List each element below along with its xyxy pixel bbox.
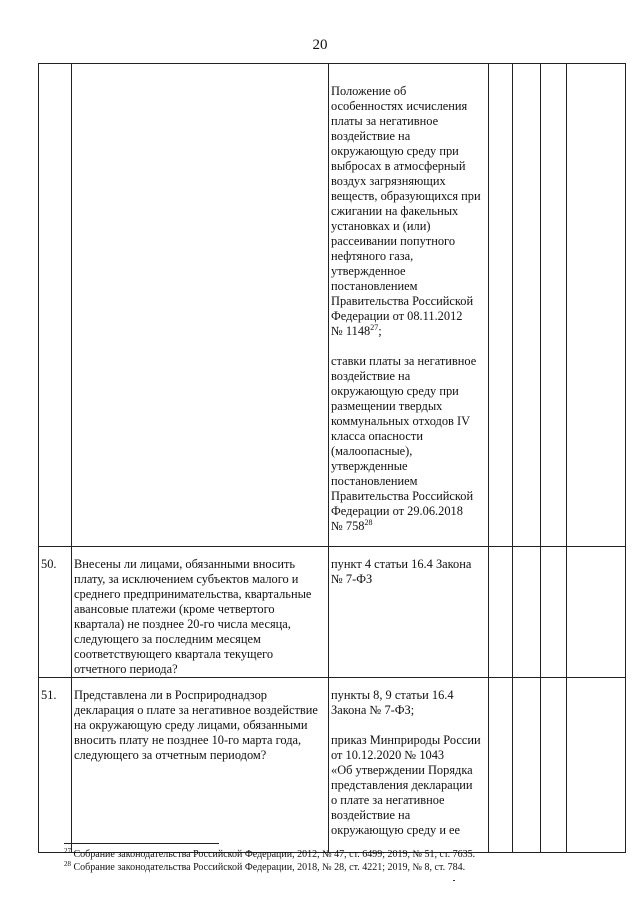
reference-text: приказ Минприроды России от 10.12.2020 № 1043 «Об утверждении Порядка представления декларации о плате за негативное воздействие на окружающую среду и ее	[331, 733, 481, 837]
reference-body: Положение об особенностях исчисления платы за негативное воздействие на окружающую среду при выбросах в атмосферный воздух загрязняющих веществ, образующихся при сжигании на факельных установках и (или) рассеивании попутного нефтяного газа, утвержденное постановлением Правительства Российской Федерации от 08.11.2012 № 1148	[331, 84, 481, 338]
question-cell: Представлена ли в Росприроднадзор декларация о плате за негативное воздействие на окружающую среду лицами, обязанными вносить плату не позднее 10-го марта года, следующего за отчетным периодом?	[72, 678, 329, 853]
footnote-mark: 27	[64, 847, 71, 855]
reference-text	[331, 84, 486, 339]
empty-cell	[541, 547, 567, 678]
empty-cell	[513, 678, 541, 853]
empty-cell	[489, 678, 513, 853]
reference-suffix: ;	[378, 324, 382, 338]
reference-cell	[329, 547, 489, 678]
row-number	[39, 64, 72, 547]
row-number: 50.	[39, 547, 72, 678]
question-cell	[72, 64, 329, 547]
table-row	[39, 547, 626, 678]
empty-cell	[567, 547, 626, 678]
checklist-table	[38, 63, 626, 853]
table-row	[39, 678, 626, 853]
empty-cell	[567, 678, 626, 853]
empty-cell	[513, 547, 541, 678]
question-cell: Внесены ли лицами, обязанными вносить плату, за исключением субъектов малого и среднего предпринимательства, квартальные авансовые платежи (кроме четвертого квартала) не позднее 20-го числа месяца, следующего за последним месяцем соответствующего квартала текущего отчетного периода?	[72, 547, 329, 678]
empty-cell	[541, 64, 567, 547]
footnote	[64, 861, 624, 874]
footnote-mark: 28	[64, 860, 71, 868]
empty-cell	[541, 678, 567, 853]
table-row	[39, 64, 626, 547]
footnote-mark: 27	[370, 323, 379, 332]
reference-text: пункты 8, 9 статьи 16.4 Закона № 7-ФЗ;	[331, 688, 454, 717]
scan-mark	[453, 880, 455, 881]
reference-cell	[329, 64, 489, 547]
empty-cell	[513, 64, 541, 547]
footnote-mark: 28	[364, 518, 373, 527]
footnote-divider	[64, 843, 219, 844]
footnote-text: Собрание законодательства Российской Федерации, 2012, № 47, ст. 6499; 2019, № 51, ст. 7635.	[71, 849, 476, 860]
footnote-text: Собрание законодательства Российской Федерации, 2018, № 28, ст. 4221; 2019, № 8, ст. 784.	[71, 862, 466, 873]
page-number: 20	[312, 37, 328, 53]
empty-cell	[489, 64, 513, 547]
empty-cell	[567, 64, 626, 547]
empty-cell	[489, 547, 513, 678]
footnote	[64, 848, 624, 861]
reference-text: пункт 4 статьи 16.4 Закона № 7-ФЗ	[331, 557, 472, 586]
reference-text	[331, 354, 486, 534]
reference-cell	[329, 678, 489, 853]
row-number: 51.	[39, 678, 72, 853]
reference-body: ставки платы за негативное воздействие на окружающую среду при размещении твердых коммунальных отходов IV класса опасности (малоопасные), утвержденные постановлением Правительства Российской Федерации от 29.06.2018 № 758	[331, 354, 477, 533]
footnotes	[64, 848, 624, 874]
